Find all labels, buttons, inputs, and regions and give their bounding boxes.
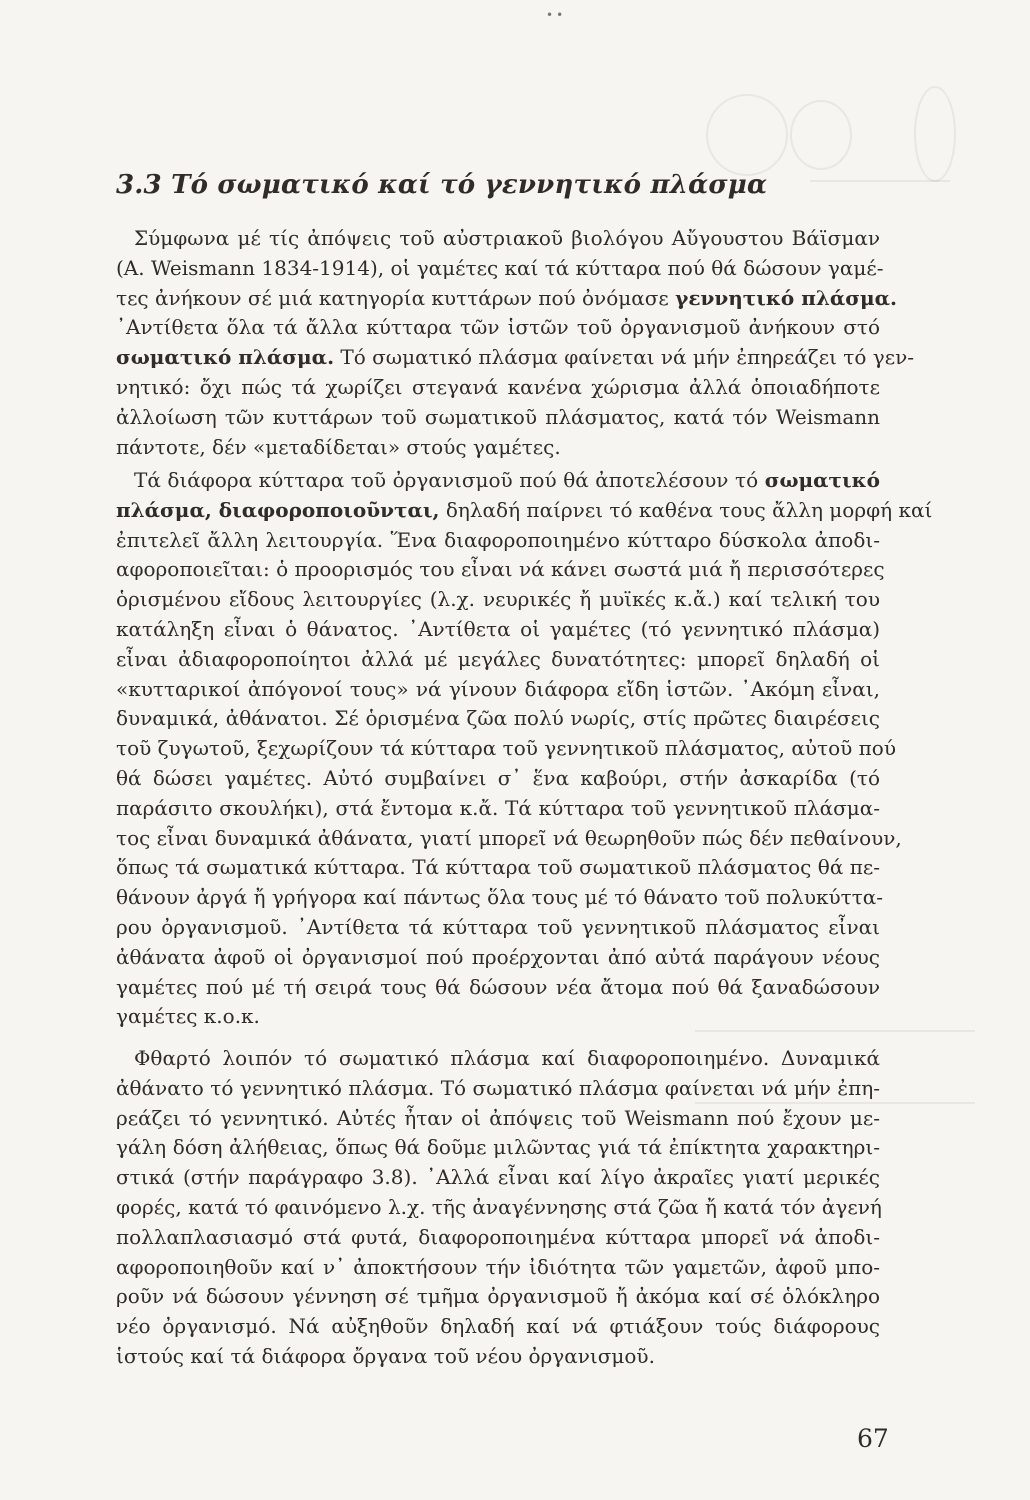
- paragraph-2: [116, 466, 933, 1032]
- text-line: τοῦ ζυγωτοῦ, ξεχωρίζουν τά κύτταρα τοῦ γεννητικοῦ πλάσματος, αὐτοῦ πού: [116, 736, 896, 761]
- bleed-through-mark: [706, 94, 788, 176]
- text-line: Σύμφωνα μέ τίς ἀπόψεις τοῦ αὐστριακοῦ βιολόγου Αὔγουστου Βάϊσμαν: [134, 226, 880, 250]
- text-line: ἀθάνατα ἀφοῦ οἱ ὀργανισμοί πού προέρχονται ἀπό αὐτά παράγουν νέους: [116, 944, 880, 969]
- text-line: παράσιτο σκουλήκι), στά ἔντομα κ.ἄ. Τά κύτταρα τοῦ γεννητικοῦ πλάσμα-: [116, 795, 880, 820]
- page-number: 67: [857, 1424, 889, 1453]
- text-line: [116, 343, 914, 373]
- text-line: ᾿Αντίθετα ὅλα τά ἄλλα κύτταρα τῶν ἱστῶν τοῦ ὀργανισμοῦ ἀνήκουν στό: [116, 315, 880, 340]
- text-line: ἀλλοίωση τῶν κυττάρων τοῦ σωματικοῦ πλάσματος, κατά τόν Weismann: [116, 404, 880, 429]
- print-marks: ••: [546, 8, 567, 22]
- text-line: ἀθάνατο τό γεννητικό πλάσμα. Τό σωματικό πλάσμα φαίνεται νά μήν ἐπη-: [116, 1075, 880, 1100]
- text-line: ὁρισμένου εἴδους λειτουργίες (λ.χ. νευρικές ἤ μυϊκές κ.ἄ.) καί τελική του: [116, 587, 880, 612]
- text-run: δηλαδή παίρνει τό καθένα τους ἄλλη μορφή καί: [445, 497, 933, 522]
- text-line: στικά (στήν παράγραφο 3.8). ᾿Αλλά εἶναι καί λίγο ἀκραῖες γιατί μερικές: [116, 1165, 880, 1190]
- text-line: ρεάζει τό γεννητικό. Αὐτές ἦταν οἱ ἀπόψεις τοῦ Weismann πού ἔχουν με-: [116, 1105, 880, 1130]
- text-line: αφοροποιηθοῦν καί ν᾿ ἀποκτήσουν τήν ἰδιότητα τῶν γαμετῶν, ἀφοῦ μπο-: [116, 1254, 880, 1279]
- bold-term: πλάσμα, διαφοροποιοῦνται,: [116, 497, 440, 522]
- text-line: [116, 284, 897, 314]
- bold-term: σωματικό: [764, 468, 880, 492]
- text-line: δυναμικά, ἀθάνατοι. Σέ ὁρισμένα ζῶα πολύ νωρίς, στίς πρῶτες διαιρέσεις: [116, 706, 880, 731]
- text-line: γαμέτες κ.ο.κ.: [116, 1004, 260, 1029]
- text-run: Τά διάφορα κύτταρα τοῦ ὀργανισμοῦ πού θά ἀποτελέσουν τό: [134, 468, 759, 492]
- text-line: [116, 466, 880, 496]
- section-heading: 3.3 Τό σωματικό καί τό γεννητικό πλάσμα: [116, 170, 768, 200]
- bleed-through-mark: [914, 86, 956, 182]
- text-line: (A. Weismann 1834-1914), οἱ γαμέτες καί τά κύτταρα πού θά δώσουν γαμέ-: [116, 255, 884, 280]
- text-line: ἐπιτελεῖ ἄλλη λειτουργία. Ἕνα διαφοροποιημένο κύτταρο δύσκολα ἀποδι-: [116, 527, 880, 552]
- text-line: κατάληξη εἶναι ὁ θάνατος. ᾿Αντίθετα οἱ γαμέτες (τό γεννητικό πλάσμα): [116, 616, 880, 641]
- text-run: τες ἀνήκουν σέ μιά κατηγορία κυττάρων πού ὀνόμασε: [116, 285, 669, 310]
- text-run: Τό σωματικό πλάσμα φαίνεται νά μήν ἐπηρεάζει τό γεν-: [340, 345, 914, 370]
- text-line: πολλαπλασιασμό στά φυτά, διαφοροποιημένα κύτταρα μπορεῖ νά ἀποδι-: [116, 1224, 880, 1249]
- bleed-through-mark: [790, 100, 852, 170]
- text-line: Φθαρτό λοιπόν τό σωματικό πλάσμα καί διαφοροποιημένο. Δυναμικά: [134, 1046, 880, 1070]
- text-line: νητικό: ὄχι πώς τά χωρίζει στεγανά κανένα χώρισμα ἀλλά ὁποιαδήποτε: [116, 374, 880, 399]
- text-line: ἱστούς καί τά διάφορα ὄργανα τοῦ νέου ὀργανισμοῦ.: [116, 1343, 655, 1368]
- text-line: φορές, κατά τό φαινόμενο λ.χ. τῆς ἀναγέννησης στά ζῶα ἤ κατά τόν ἀγενή: [116, 1194, 882, 1219]
- text-line: ὅπως τά σωματικά κύτταρα. Τά κύτταρα τοῦ σωματικοῦ πλάσματος θά πε-: [116, 855, 880, 880]
- text-line: γάλη δόση ἀλήθειας, ὅπως θά δοῦμε μιλῶντας γιά τά ἐπίκτητα χαρακτηρι-: [116, 1135, 880, 1160]
- bold-term: σωματικό πλάσμα.: [116, 345, 335, 370]
- text-line: τος εἶναι δυναμικά ἀθάνατα, γιατί μπορεῖ νά θεωρηθοῦν πώς δέν πεθαίνουν,: [116, 825, 902, 850]
- text-line: θάνουν ἀργά ἤ γρήγορα καί πάντως ὅλα τους μέ τό θάνατο τοῦ πολυκύττα-: [116, 885, 884, 910]
- text-line: αφοροποιεῖται: ὁ προορισμός του εἶναι νά κάνει σωστά μιά ἤ περισσότερες: [116, 557, 885, 582]
- text-line: γαμέτες πού μέ τή σειρά τους θά δώσουν νέα ἄτομα πού θά ξαναδώσουν: [116, 974, 880, 999]
- text-line: ροῦν νά δώσουν γέννηση σέ τμῆμα ὀργανισμοῦ ἤ ἀκόμα καί σέ ὁλόκληρο: [116, 1284, 880, 1309]
- paragraph-3: [116, 1044, 880, 1372]
- text-line: θά δώσει γαμέτες. Αὐτό συμβαίνει σ᾿ ἕνα καβούρι, στήν ἀσκαρίδα (τό: [116, 765, 880, 790]
- text-line: [116, 496, 933, 526]
- text-line: πάντοτε, δέν «μεταδίδεται» στούς γαμέτες.: [116, 434, 561, 459]
- text-line: νέο ὀργανισμό. Νά αὐξηθοῦν δηλαδή καί νά φτιάξουν τούς διάφορους: [116, 1314, 880, 1339]
- paragraph-1: [116, 224, 914, 462]
- text-line: εἶναι ἀδιαφοροποίητοι ἀλλά μέ μεγάλες δυνατότητες: μπορεῖ δηλαδή οἱ: [116, 646, 880, 671]
- text-line: ρου ὀργανισμοῦ. ᾿Αντίθετα τά κύτταρα τοῦ γεννητικοῦ πλάσματος εἶναι: [116, 914, 880, 939]
- bold-term: γεννητικό πλάσμα.: [675, 285, 897, 310]
- text-line: «κυτταρικοί ἀπόγονοί τους» νά γίνουν διάφορα εἴδη ἱστῶν. ᾿Ακόμη εἶναι,: [116, 676, 880, 701]
